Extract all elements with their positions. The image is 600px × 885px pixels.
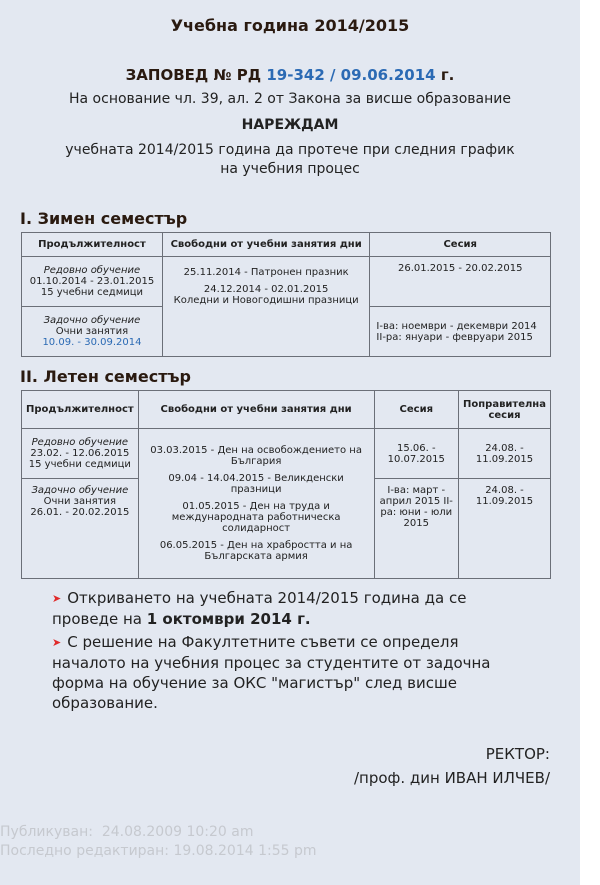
faculty-note xyxy=(52,632,532,713)
free-day-item: 06.05.2015 - Ден на храбростта и на Българската армия xyxy=(159,540,353,562)
free-day-item: 25.11.2014 - Патронен празник xyxy=(183,267,349,278)
decree-word: НАРЕЖДАМ xyxy=(241,117,339,133)
session-item: I-ва: ноември - декември 2014 xyxy=(376,320,537,332)
order-heading xyxy=(0,66,580,84)
free-day-item: Коледни и Новогодишни празници xyxy=(173,295,359,306)
opening-note xyxy=(52,588,532,629)
published-label: Публикуван: xyxy=(0,824,93,840)
summer-schedule-table xyxy=(21,390,551,579)
free-day-item: 09.04 - 14.04.2015 - Великденски празници xyxy=(168,473,344,495)
intro-line-1: учебната 2014/2015 година да протече при следния график xyxy=(65,142,515,158)
extramural-label: Задочно обучение xyxy=(43,315,141,326)
legal-basis: На основание чл. 39, ал. 2 от Закона за висше образование xyxy=(69,91,511,107)
regular-duration-cell xyxy=(22,429,139,479)
table-header: Продължителност xyxy=(22,391,139,429)
intro-line-2: на учебния процес xyxy=(220,161,360,177)
extramural-classes: Очни занятия xyxy=(43,496,117,507)
edited-label: Последно редактиран: xyxy=(0,843,170,859)
table-header: Свободни от учебни занятия дни xyxy=(138,391,374,429)
regular-weeks: 15 учебни седмици xyxy=(28,459,131,470)
extramural-classes: Очни занятия xyxy=(55,326,129,337)
order-suffix: г. xyxy=(440,66,455,84)
red-arrow-icon: ➤ xyxy=(52,636,62,649)
table-header: Поправителна сесия xyxy=(458,391,550,429)
regular-label: Редовно обучение xyxy=(43,265,141,276)
extramural-label: Задочно обучение xyxy=(31,485,129,496)
regular-dates: 01.10.2014 - 23.01.2015 xyxy=(29,276,155,287)
session-extramural-cell xyxy=(370,307,551,357)
intro-text xyxy=(0,141,580,179)
table-header: Продължителност xyxy=(22,233,163,257)
free-day-item: 03.03.2015 - Ден на освобождението на България xyxy=(150,445,362,467)
order-number: 19-342 / 09.06.2014 xyxy=(266,66,436,84)
extramural-dates: 10.09. - 30.09.2014 xyxy=(42,337,142,348)
regular-label: Редовно обучение xyxy=(31,437,129,448)
regular-duration-cell xyxy=(22,257,163,307)
faculty-text: С решение на Факултетните съвети се определя началото на учебния процес за студентите от задочна форма на обучение за ОКС "магистър" след висше образование. xyxy=(52,633,491,712)
red-arrow-icon: ➤ xyxy=(52,592,62,605)
opening-text: Откриването на учебната 2014/2015 година да се проведе на xyxy=(52,589,467,628)
retake-extramural-cell: 24.08. - 11.09.2015 xyxy=(458,479,550,579)
published-line xyxy=(0,823,317,842)
published-date: 24.08.2009 10:20 am xyxy=(101,824,254,840)
opening-date: 1 октомври 2014 г. xyxy=(146,610,311,628)
free-day-item: 01.05.2015 - Ден на труда и международната работническа солидарност xyxy=(171,501,341,534)
page-title: Учебна година 2014/2015 xyxy=(170,16,410,35)
extramural-duration-cell xyxy=(22,307,163,357)
extramural-duration-cell xyxy=(22,479,139,579)
session-extramural-cell: I-ва: март - април 2015 II-ра: юни - юли 2015 xyxy=(374,479,458,579)
free-days-cell xyxy=(138,429,374,579)
rector-name: /проф. дин ИВАН ИЛЧЕВ/ xyxy=(353,769,550,787)
regular-weeks: 15 учебни седмици xyxy=(40,287,144,298)
page-meta xyxy=(0,823,317,861)
free-days-cell xyxy=(162,257,370,357)
summer-semester-title: II. Летен семестър xyxy=(20,367,191,386)
edited-line xyxy=(0,842,317,861)
winter-schedule-table xyxy=(21,232,551,357)
order-prefix: ЗАПОВЕД № РД xyxy=(125,66,262,84)
session-regular-cell: 15.06. - 10.07.2015 xyxy=(374,429,458,479)
edited-date: 19.08.2014 1:55 pm xyxy=(173,843,317,859)
retake-regular-cell: 24.08. - 11.09.2015 xyxy=(458,429,550,479)
rector-role: РЕКТОР: xyxy=(485,745,550,763)
regular-dates: 23.02. - 12.06.2015 xyxy=(30,448,130,459)
extramural-dates: 26.01. - 20.02.2015 xyxy=(30,507,130,518)
signature-block xyxy=(354,742,550,790)
table-header: Сесия xyxy=(374,391,458,429)
session-regular-cell: 26.01.2015 - 20.02.2015 xyxy=(370,257,551,307)
table-header: Свободни от учебни занятия дни xyxy=(162,233,370,257)
session-item: II-ра: януари - февруари 2015 xyxy=(376,331,533,343)
table-header: Сесия xyxy=(370,233,551,257)
winter-semester-title: I. Зимен семестър xyxy=(20,209,188,228)
free-day-item: 24.12.2014 - 02.01.2015 xyxy=(203,284,329,295)
